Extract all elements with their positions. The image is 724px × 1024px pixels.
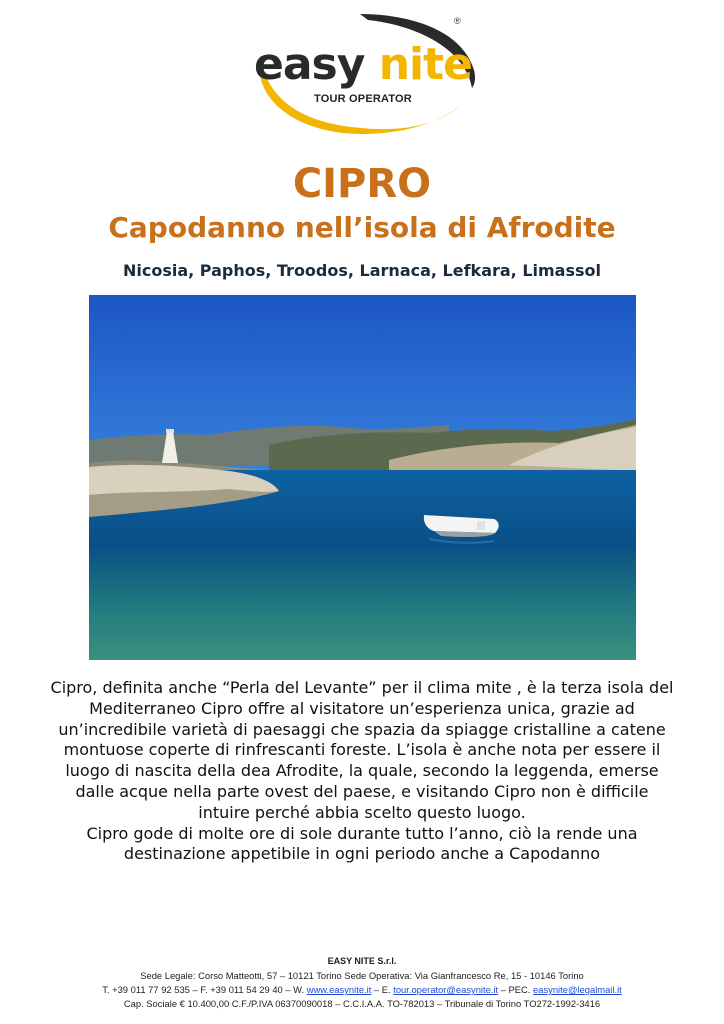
footer-contacts <box>0 983 724 997</box>
footer-phone-fax: T. +39 011 77 92 535 – F. +39 011 54 29 40 – W. <box>102 984 307 995</box>
website-link[interactable]: www.easynite.it <box>306 984 372 995</box>
page-subtitle: Capodanno nell’isola di Afrodite <box>108 211 616 244</box>
footer-legal-info: Cap. Sociale € 10.400,00 C.F./P.IVA 06370090018 – C.C.I.A.A. TO-782013 – Tribunale di Torino TO272-1992-3416 <box>123 998 601 1009</box>
destinations-list: Nicosia, Paphos, Troodos, Larnaca, Lefkara, Limassol <box>122 261 601 280</box>
company-footer <box>0 954 724 1011</box>
description-paragraph: Cipro, definita anche “Perla del Levante” per il clima mite , è la terza isola del Mediterraneo Cipro offre al visitatore un’esperienza unica, grazie ad un’incredibile varietà di paesaggi che spazia da spiagge cristalline a catene montuose coperte di rinfrescanti foreste. L’isola è anche nota per essere il luogo di nascita della dea Afrodite, la quale, secondo la leggenda, emerse dalle acque nella parte ovest del paese, e visitando Cipro non è difficile intuire perché abbia scelto questo luogo. <box>50 678 674 822</box>
logo-word-nite: nite <box>378 39 473 90</box>
footer-email-label: – E. <box>371 984 394 995</box>
cyprus-coast-photo <box>89 295 636 660</box>
easynite-logo <box>240 8 480 146</box>
logo-tagline: TOUR OPERATOR <box>314 93 412 105</box>
logo-word-easy: easy <box>254 39 365 90</box>
description-paragraph: Cipro gode di molte ore di sole durante tutto l’anno, ciò la rende una destinazione appetibile in ogni periodo anche a Capodanno <box>86 823 638 864</box>
logo-wordmark <box>254 40 472 90</box>
footer-pec-label: – PEC. <box>498 984 534 995</box>
registered-mark: ® <box>454 16 461 26</box>
footer-company-name: EASY NITE S.r.l. <box>327 956 397 966</box>
description-text <box>50 678 674 865</box>
page-title: CIPRO <box>292 161 432 207</box>
email-link[interactable]: tour.operator@easynite.it <box>393 984 499 995</box>
pec-link[interactable]: easynite@legalmail.it <box>533 984 622 995</box>
footer-addresses: Sede Legale: Corso Matteotti, 57 – 10121 Torino Sede Operativa: Via Gianfrancesco Re, 15 - 10146 Torino <box>140 970 584 981</box>
